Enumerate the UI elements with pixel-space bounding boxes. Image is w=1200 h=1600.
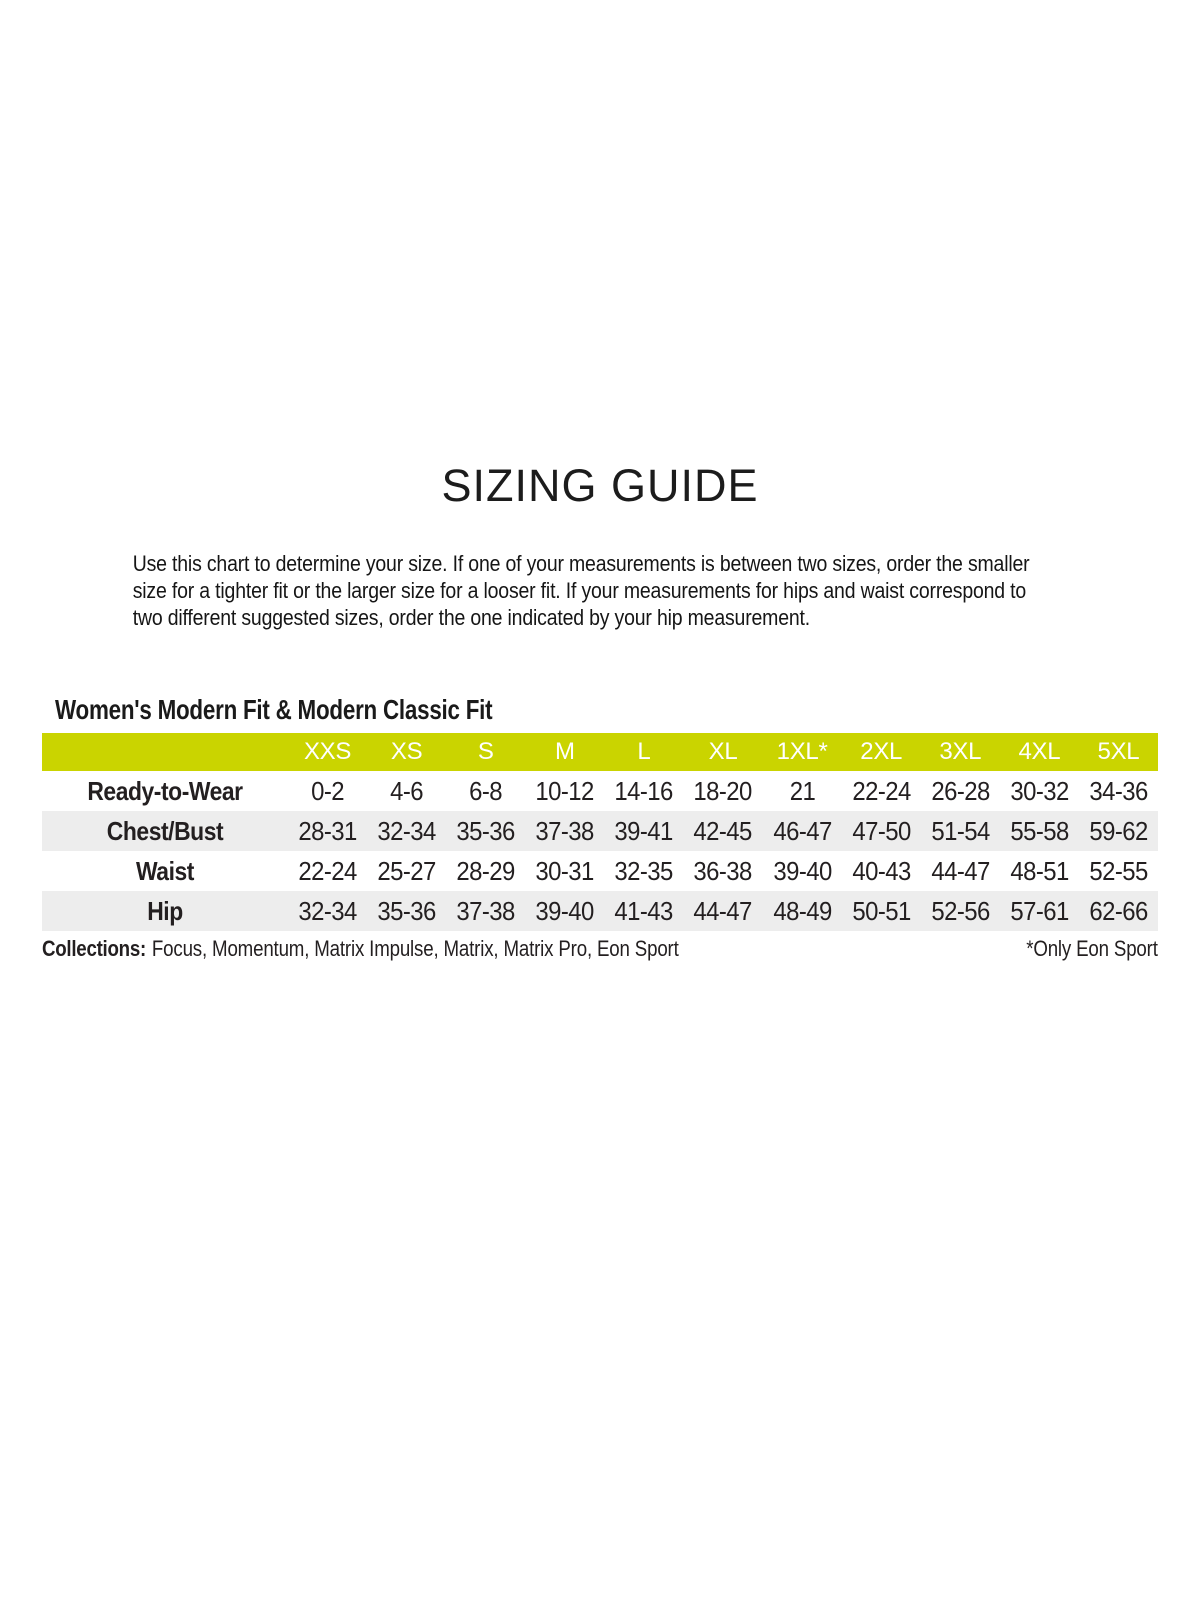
size-cell: 42-45 <box>693 815 753 846</box>
size-table <box>42 733 1158 931</box>
size-col-header: M <box>554 738 575 765</box>
table-row-ready-to-wear <box>42 771 1158 811</box>
intro-line: size for a tighter fit or the larger size for a looser fit. If your measurements for hips and waist correspond to <box>132 578 1027 603</box>
intro-paragraph <box>133 550 1068 631</box>
size-cell: 62-66 <box>1089 895 1148 926</box>
intro-line: Use this chart to determine your size. If one of your measurements is between two sizes, order the smaller <box>132 551 1030 576</box>
size-col-header: XL <box>708 738 738 765</box>
size-cell: 41-43 <box>614 895 674 926</box>
intro-line: two different suggested sizes, order the one indicated by your hip measurement. <box>132 605 810 630</box>
size-cell: 55-58 <box>1010 815 1069 846</box>
size-cell: 40-43 <box>851 855 911 886</box>
collections-label: Collections: <box>42 936 146 961</box>
size-col-header: 4XL <box>1018 738 1061 765</box>
row-label: Chest/Bust <box>106 815 224 846</box>
size-cell: 10-12 <box>535 775 595 806</box>
size-cell: 50-51 <box>851 895 911 926</box>
size-cell: 37-38 <box>456 895 515 926</box>
size-cell: 14-16 <box>614 775 674 806</box>
size-cell: 32-35 <box>614 855 674 886</box>
size-cell: 52-55 <box>1089 855 1148 886</box>
size-cell: 35-36 <box>456 815 515 846</box>
section-title: Women's Modern Fit & Modern Classic Fit <box>55 694 493 725</box>
size-cell: 32-34 <box>377 815 436 846</box>
size-cell: 30-31 <box>535 855 595 886</box>
size-cell: 28-31 <box>298 815 357 846</box>
size-col-header: 1XL* <box>776 738 828 765</box>
table-footer <box>42 936 1158 962</box>
size-cell: 59-62 <box>1089 815 1148 846</box>
collections-line <box>42 936 679 962</box>
size-cell: 39-40 <box>772 855 832 886</box>
size-cell: 25-27 <box>377 855 436 886</box>
collections-value: Focus, Momentum, Matrix Impulse, Matrix, Matrix Pro, Eon Sport <box>151 936 679 961</box>
size-cell: 47-50 <box>851 815 911 846</box>
size-cell: 52-56 <box>931 895 990 926</box>
size-cell: 32-34 <box>298 895 357 926</box>
size-cell: 4-6 <box>390 775 424 806</box>
size-col-header: XS <box>390 738 423 765</box>
row-label: Waist <box>136 855 194 886</box>
size-col-header: XXS <box>303 738 352 765</box>
table-row-chest-bust <box>42 811 1158 851</box>
size-col-header: 3XL <box>939 738 982 765</box>
size-cell: 6-8 <box>469 775 503 806</box>
size-cell: 30-32 <box>1010 775 1069 806</box>
size-cell: 46-47 <box>772 815 832 846</box>
size-cell: 44-47 <box>693 895 753 926</box>
size-cell: 36-38 <box>693 855 753 886</box>
size-cell: 18-20 <box>693 775 753 806</box>
size-cell: 35-36 <box>377 895 436 926</box>
size-cell: 44-47 <box>931 855 990 886</box>
size-col-header: 5XL <box>1097 738 1140 765</box>
size-cell: 22-24 <box>851 775 911 806</box>
size-cell: 39-41 <box>614 815 674 846</box>
size-col-header: 2XL <box>860 738 903 765</box>
size-col-header: S <box>477 738 494 765</box>
size-header-spacer <box>57 733 273 771</box>
size-cell: 21 <box>789 775 815 806</box>
size-cell: 37-38 <box>535 815 595 846</box>
size-cell: 57-61 <box>1010 895 1069 926</box>
size-cell: 22-24 <box>298 855 357 886</box>
table-row-hip <box>42 891 1158 931</box>
size-cell: 48-49 <box>772 895 832 926</box>
size-cell: 34-36 <box>1089 775 1148 806</box>
footnote-only-eon-sport: *Only Eon Sport <box>1026 936 1158 961</box>
size-header-row <box>42 733 1158 771</box>
size-cell: 0-2 <box>311 775 344 806</box>
row-label: Ready-to-Wear <box>87 775 243 806</box>
size-cell: 28-29 <box>456 855 515 886</box>
size-cell: 26-28 <box>931 775 990 806</box>
page-title: SIZING GUIDE <box>441 460 759 511</box>
size-cell: 39-40 <box>535 895 595 926</box>
row-label: Hip <box>147 895 183 926</box>
size-cell: 51-54 <box>931 815 990 846</box>
size-cell: 48-51 <box>1010 855 1069 886</box>
size-col-header: L <box>637 738 651 765</box>
table-row-waist <box>42 851 1158 891</box>
